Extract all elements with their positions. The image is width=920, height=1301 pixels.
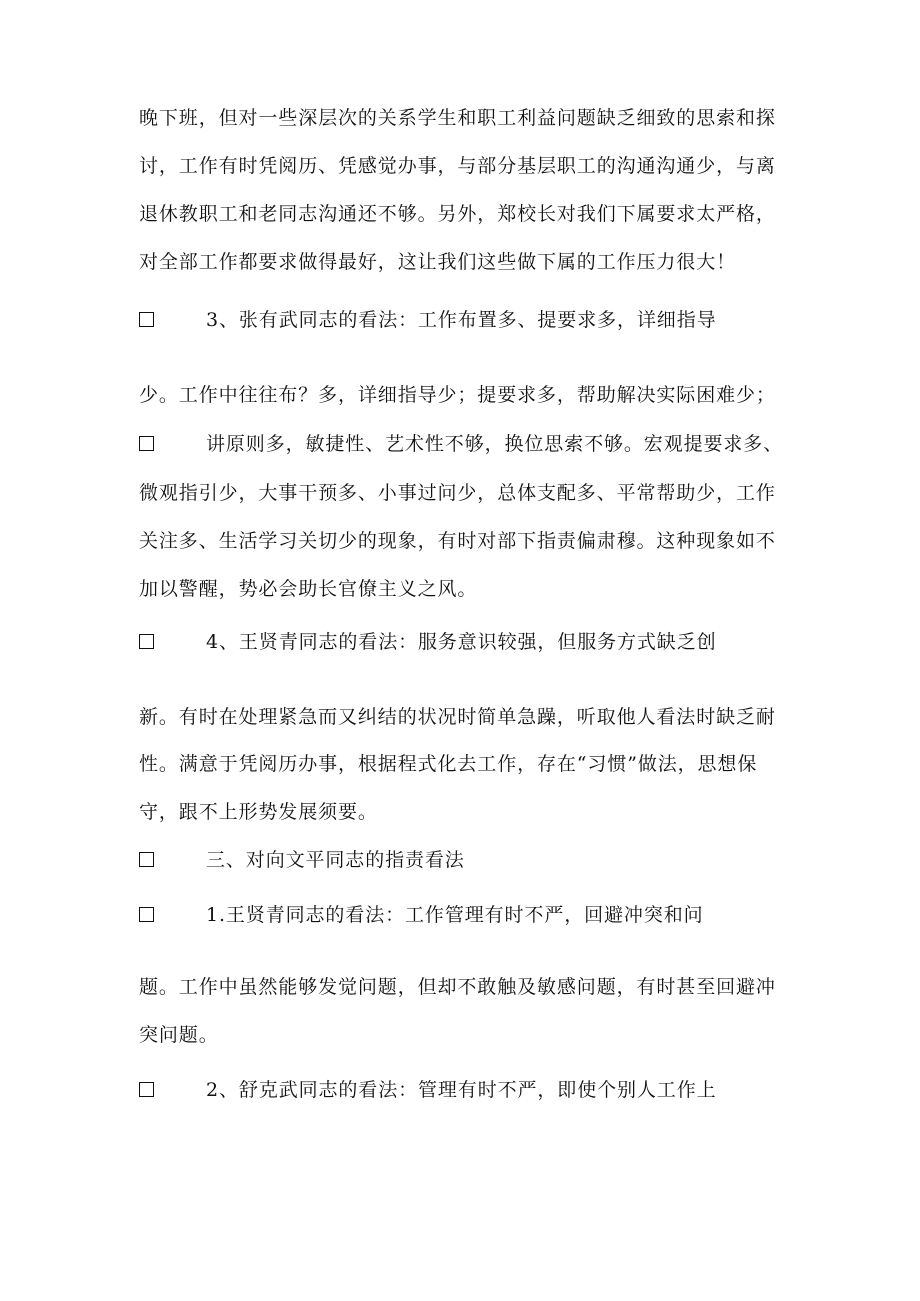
paragraph-line: 守，跟不上形势发展须要。 [139, 801, 378, 823]
checkbox-square-icon [139, 436, 154, 451]
paragraph-line: 退休教职工和老同志沟通还不够。另外，郑校长对我们下属要求太严格， [139, 203, 776, 225]
paragraph-line: 加以警醒，势必会助长官僚主义之风。 [139, 578, 478, 600]
checkbox-square-icon [139, 634, 154, 649]
list-item-text: 4、王贤青同志的看法：服务意识较强，但服务方式缺乏创 [206, 631, 717, 653]
paragraph-line: 少。工作中往往布？多，详细指导少；提要求多，帮助解决实际困难少； [139, 384, 776, 406]
list-item-text: 1.王贤青同志的看法：工作管理有时不严，回避冲突和问 [206, 904, 704, 926]
checkbox-square-icon [139, 852, 154, 867]
paragraph-line: 题。工作中虽然能够发觉问题，但却不敢触及敏感问题，有时甚至回避冲 [139, 976, 776, 998]
paragraph-line: 关注多、生活学习关切少的现象，有时对部下指责偏肃穆。这种现象如不 [139, 530, 776, 552]
paragraph-line: 性。满意于凭阅历办事，根据程式化去工作，存在“习惯”做法，思想保 [139, 753, 758, 775]
paragraph-line: 讨，工作有时凭阅历、凭感觉办事，与部分基层职工的沟通沟通少，与离 [139, 155, 776, 177]
list-item-text: 2、舒克武同志的看法：管理有时不严，即使个别人工作上 [206, 1079, 717, 1101]
paragraph-line: 微观指引少，大事干预多、小事过问少，总体支配多、平常帮助少，工作 [139, 482, 776, 504]
paragraph-line: 新。有时在处理紧急而又纠结的状况时简单急躁，听取他人看法时缺乏耐 [139, 706, 776, 728]
list-item-text: 3、张有武同志的看法：工作布置多、提要求多，详细指导 [206, 309, 717, 331]
section-heading: 三、对向文平同志的指责看法 [206, 849, 465, 871]
checkbox-square-icon [139, 312, 154, 327]
checkbox-square-icon [139, 907, 154, 922]
paragraph-line: 晚下班，但对一些深层次的关系学生和职工利益问题缺乏细致的思索和探 [139, 107, 776, 129]
list-item-text: 讲原则多，敏捷性、艺术性不够，换位思索不够。宏观提要求多、 [206, 433, 784, 455]
paragraph-line: 突问题。 [139, 1024, 219, 1046]
paragraph-line: 对全部工作都要求做得最好，这让我们这些做下属的工作压力很大！ [139, 251, 737, 273]
checkbox-square-icon [139, 1082, 154, 1097]
